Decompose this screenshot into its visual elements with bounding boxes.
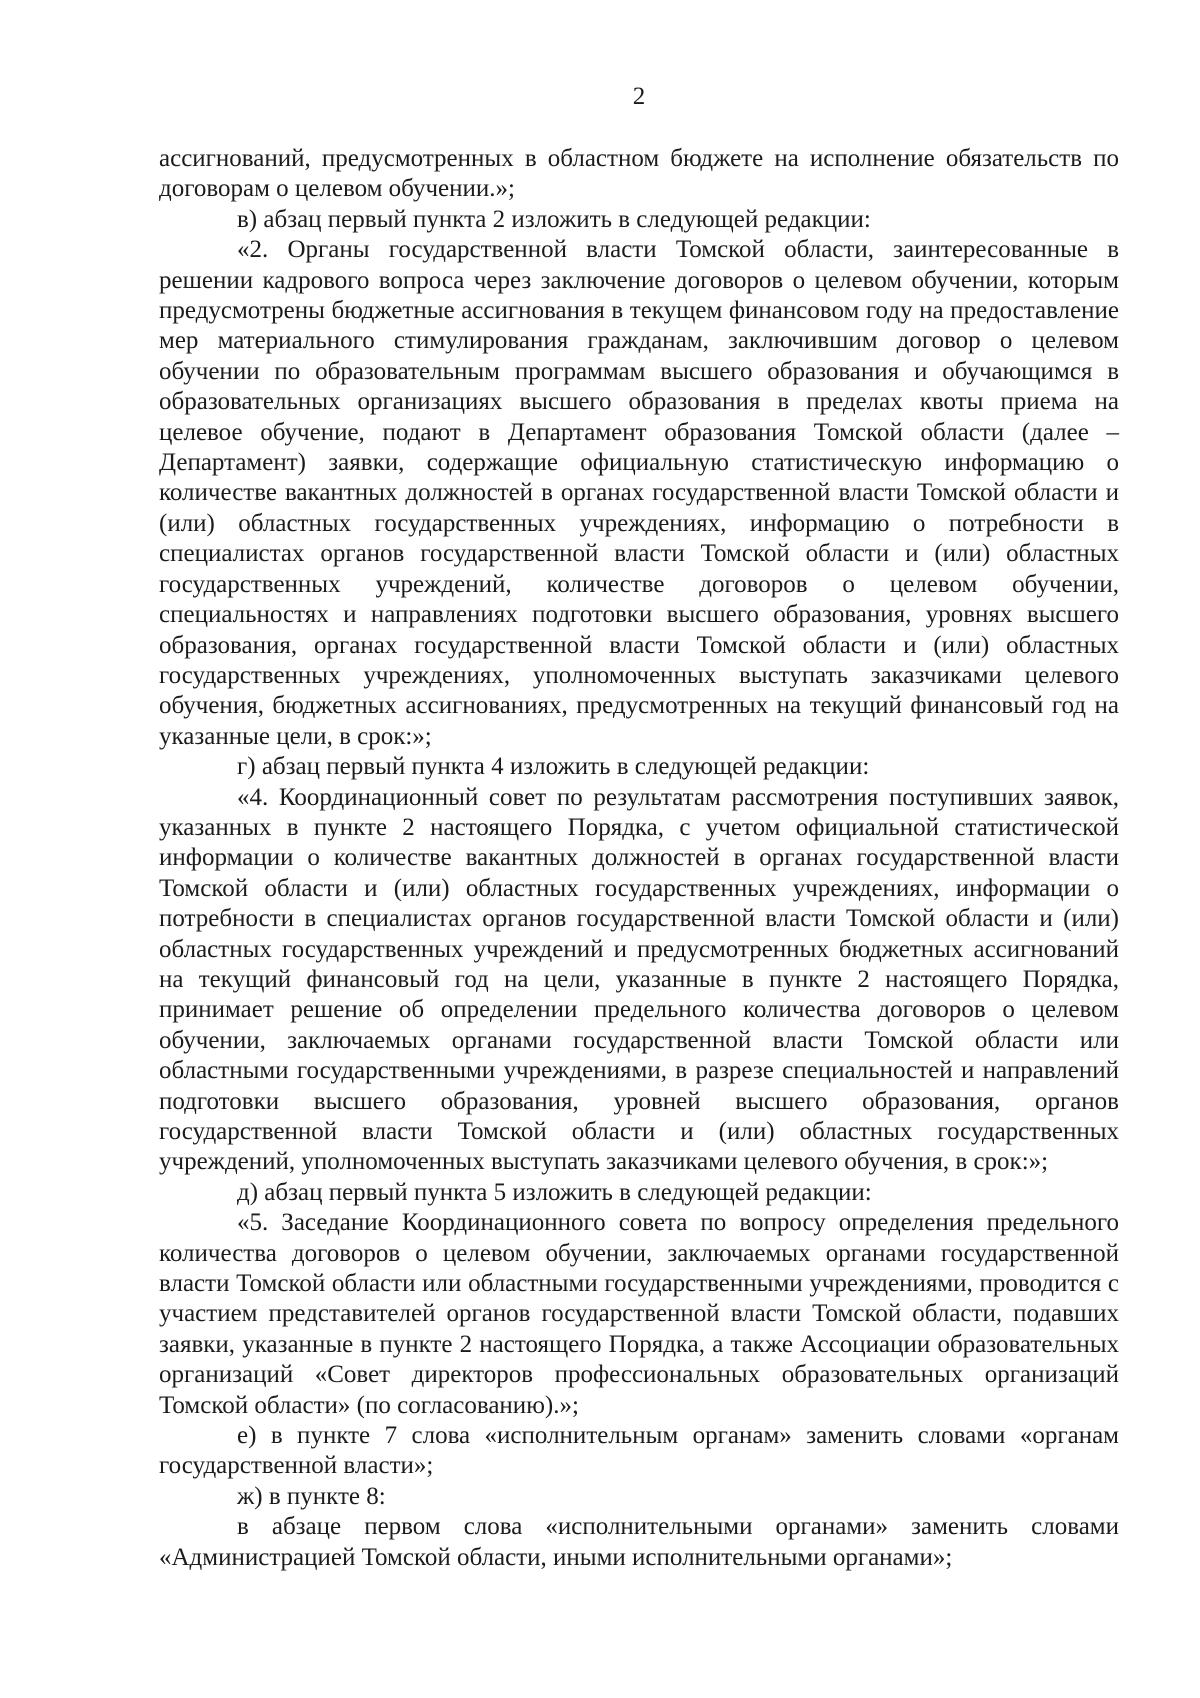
paragraph-item-d: д) абзац первый пункта 5 изложить в следующей редакции: (237, 1178, 872, 1206)
paragraph-item-e: е) в пункте 7 слова «исполнительным органам» заменить словами «органам государственной власти»; (159, 1422, 1119, 1480)
paragraph-item-v: в) абзац первый пункта 2 изложить в следующей редакции: (237, 205, 871, 233)
paragraph-continuation: ассигнований, предусмотренных в областном бюджете на исполнение обязательств по договорам о целевом обучении.»; (159, 145, 1119, 203)
page-number: 2 (632, 83, 646, 110)
paragraph-point-2-text: «2. Органы государственной власти Томской области, заинтересованные в решении кадрового вопроса через заключение договоров о целевом обучении, которым предусмотрены бюджетные ассигнования в текущем финансовом году на предоставление мер материального стимулирования гражданам, заключившим договор о целевом обучении по образовательным программам высшего образования и обучающимся в образовательных организациях высшего образования в пределах квоты приема на целевое обучение, подают в Департамент образования Томской области (далее – Департамент) заявки, содержащие официальную статистическую информацию о количестве вакантных должностей в органах государственной власти Томской области и (или) областных государственных учреждениях, информацию о потребности в специалистах органов государственной власти Томской области и (или) областных государственных учреждений, количестве договоров о целевом обучении, специальностях и направлениях подготовки высшего образования, уровнях высшего образования, органах государственной власти Томской области и (или) областных государственных учреждениях, уполномоченных выступать заказчиками целевого обучения, бюджетных ассигнованиях, предусмотренных на текущий финансовый год на указанные цели, в срок:»; (159, 236, 1119, 750)
document-body (159, 144, 1119, 1573)
paragraph-item-g: г) абзац первый пункта 4 изложить в следующей редакции: (237, 753, 870, 781)
paragraph-item-zh-subpoint: в абзаце первом слова «исполнительными органами» заменить словами «Администрацией Томской области, иными исполнительными органами»; (159, 1513, 1119, 1571)
paragraph-point-5-text: «5. Заседание Координационного совета по вопросу определения предельного количества договоров о целевом обучении, заключаемых органами государственной власти Томской области или областными государственными учреждениями, проводится с участием представителей органов государственной власти Томской области, подавших заявки, указанные в пункте 2 настоящего Порядка, а также Ассоциации образовательных организаций «Совет директоров профессиональных образовательных организаций Томской области» (по согласованию).»; (159, 1209, 1119, 1419)
paragraph-point-4-text: «4. Координационный совет по результатам рассмотрения поступивших заявок, указанных в пункте 2 настоящего Порядка, с учетом официальной статистической информации о количестве вакантных должностей в органах государственной власти Томской области и (или) областных государственных учреждениях, информации о потребности в специалистах органов государственной власти Томской области и (или) областных государственных учреждений и предусмотренных бюджетных ассигнований на текущий финансовый год на цели, указанные в пункте 2 настоящего Порядка, принимает решение об определении предельного количества договоров о целевом обучении, заключаемых органами государственной власти Томской области или областными государственными учреждениями, в разрезе специальностей и направлений подготовки высшего образования, уровней высшего образования, органов государственной власти Томской области и (или) областных государственных учреждений, уполномоченных выступать заказчиками целевого обучения, в срок:»; (159, 783, 1119, 1176)
paragraph-item-zh: ж) в пункте 8: (237, 1482, 386, 1510)
